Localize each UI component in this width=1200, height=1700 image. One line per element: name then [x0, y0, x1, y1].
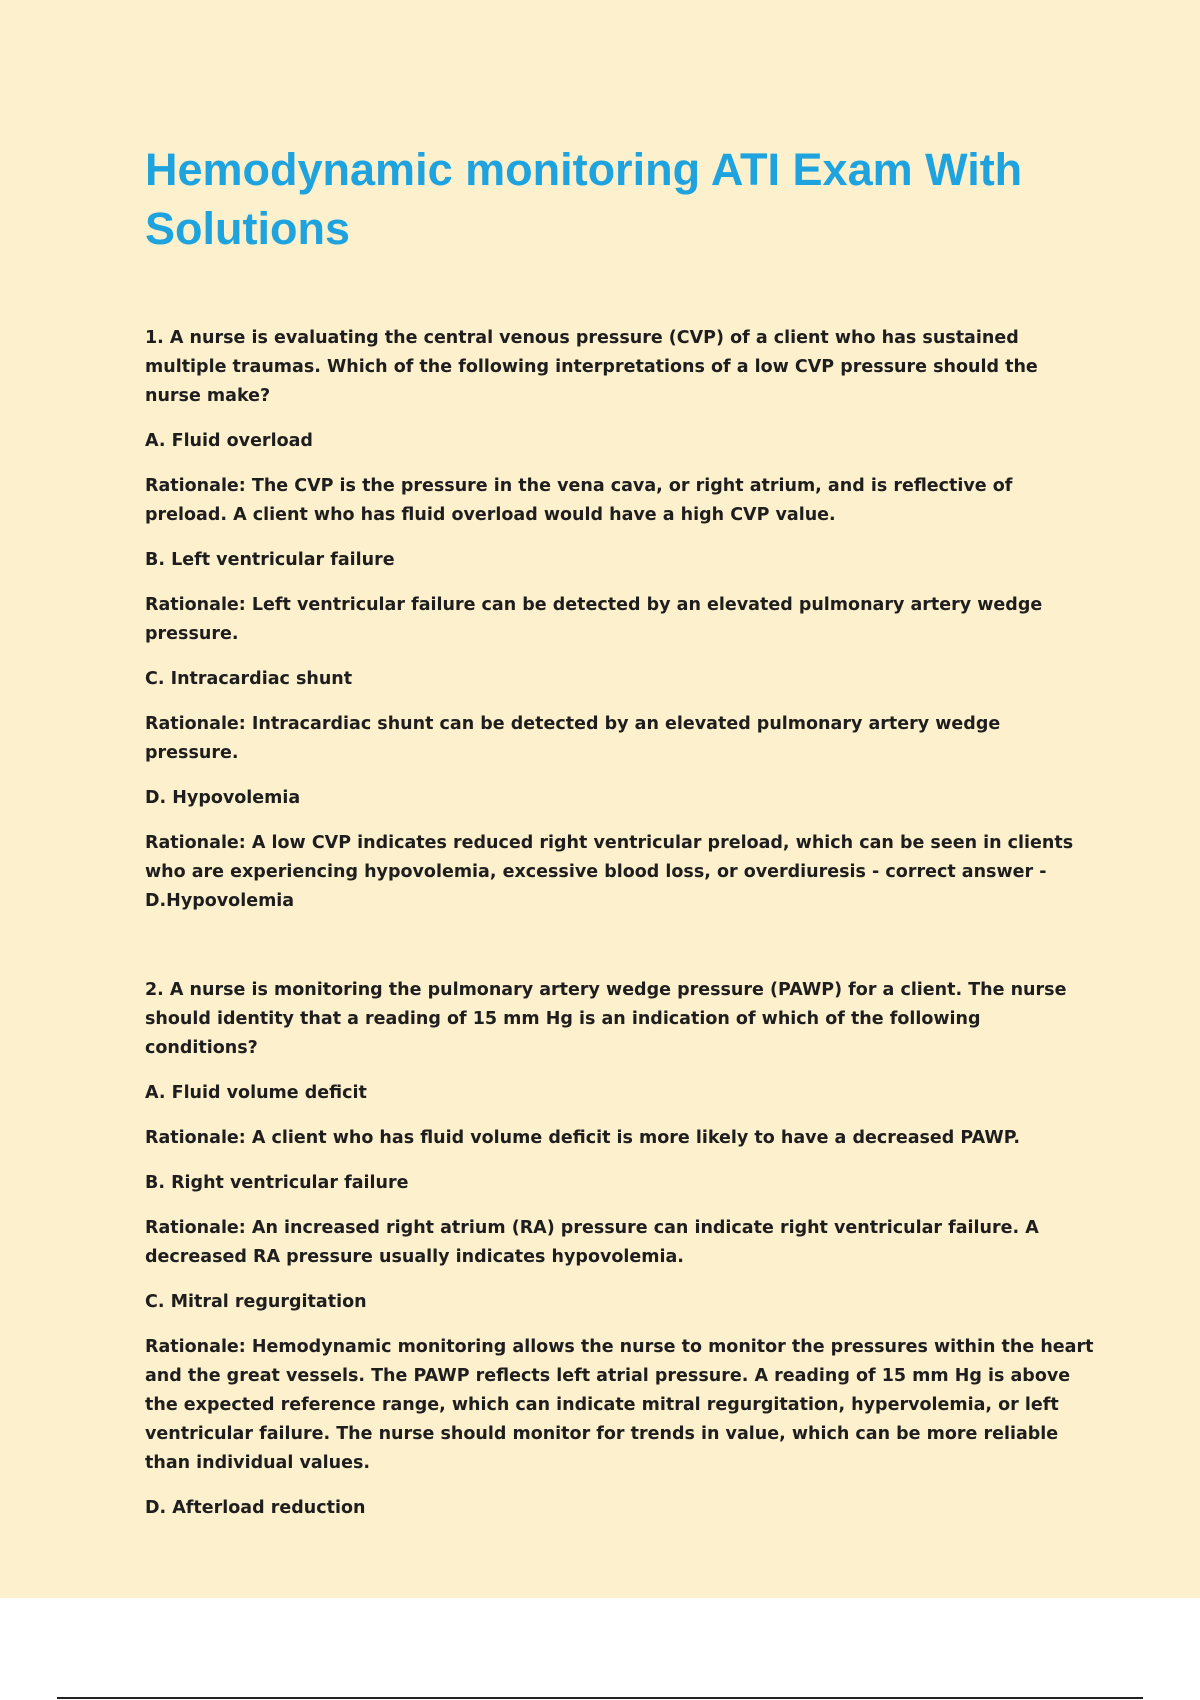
rationale-a: Rationale: A client who has fluid volume deficit is more likely to have a decreased PAWP. [145, 1128, 1020, 1148]
answer-option-b: B. Left ventricular failure [145, 550, 395, 570]
rationale-d: Rationale: A low CVP indicates reduced right ventricular preload, which can be seen in clients who are experiencing hypovolemia, excessive blood loss, or overdiuresis - correct answer - D.Hypovolemia [145, 833, 1074, 911]
rationale-c: Rationale: Hemodynamic monitoring allows the nurse to monitor the pressures within the heart and the great vessels. The PAWP reflects left atrial pressure. A reading of 15 mm Hg is above the expected reference range, which can indicate mitral regurgitation, hypervolemia, or left ventricular failure. The nurse should monitor for trends in value, which can be more reliable than individual values. [145, 1337, 1094, 1473]
document-title: Hemodynamic monitoring ATI Exam With Solutions [145, 144, 1023, 254]
rationale-c: Rationale: Intracardiac shunt can be detected by an elevated pulmonary artery wedge pressure. [145, 714, 1001, 763]
answer-option-a: A. Fluid volume deficit [145, 1083, 367, 1103]
rationale-a: Rationale: The CVP is the pressure in the vena cava, or right atrium, and is reflective of preload. A client who has fluid overload would have a high CVP value. [145, 476, 1013, 525]
answer-option-d: D. Afterload reduction [145, 1498, 366, 1518]
answer-option-c: C. Intracardiac shunt [145, 669, 353, 689]
answer-option-d: D. Hypovolemia [145, 788, 301, 808]
document-content [145, 140, 1095, 1583]
answer-option-a: A. Fluid overload [145, 431, 313, 451]
footer-divider [57, 1697, 1143, 1699]
answer-option-b: B. Right ventricular failure [145, 1173, 409, 1193]
question-1 [145, 324, 1095, 916]
answer-option-c: C. Mitral regurgitation [145, 1292, 367, 1312]
question-text: 2. A nurse is monitoring the pulmonary artery wedge pressure (PAWP) for a client. The nurse should identity that a reading of 15 mm Hg is an indication of which of the following conditions? [145, 980, 1067, 1058]
rationale-b: Rationale: Left ventricular failure can be detected by an elevated pulmonary artery wedge pressure. [145, 595, 1043, 644]
rationale-b: Rationale: An increased right atrium (RA) pressure can indicate right ventricular failure. A decreased RA pressure usually indicates hypovolemia. [145, 1218, 1039, 1267]
question-2 [145, 976, 1095, 1523]
question-text: 1. A nurse is evaluating the central venous pressure (CVP) of a client who has sustained multiple traumas. Which of the following interpretations of a low CVP pressure should the nurse make? [145, 328, 1038, 406]
